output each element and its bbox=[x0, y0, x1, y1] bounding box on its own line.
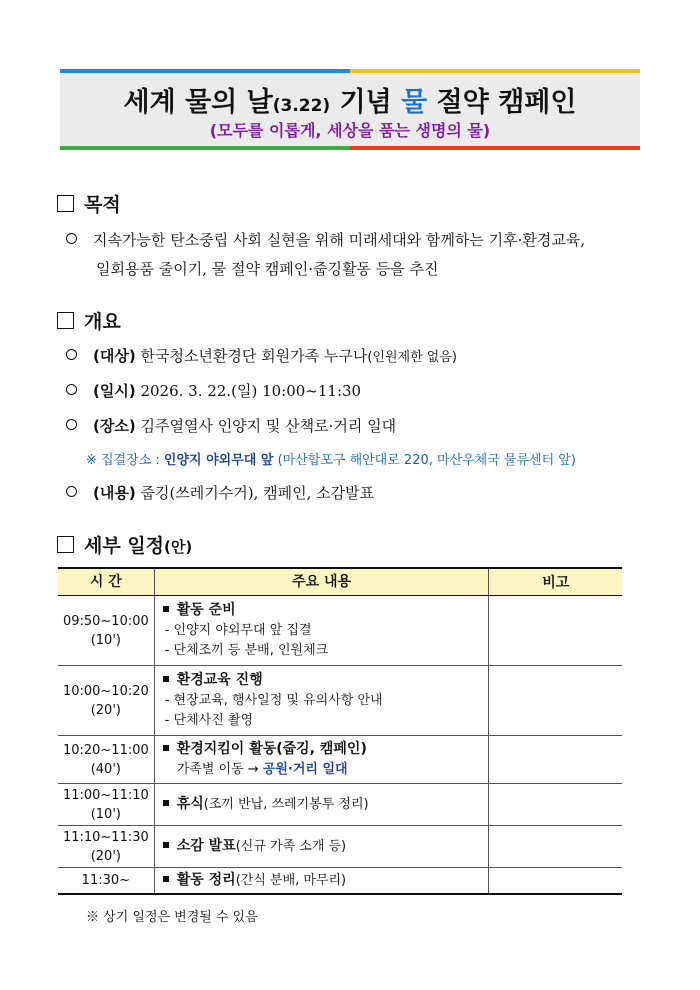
title-part-1: 세계 물의 날 bbox=[123, 87, 273, 118]
overview-item-date bbox=[66, 380, 361, 401]
note-detail: (마산합포구 해안대로 220, 마산우체국 물류센터 앞) bbox=[273, 453, 576, 468]
time-cell bbox=[58, 826, 154, 868]
column-header-note: 비고 bbox=[489, 568, 622, 596]
activity-title: 환경교육 진행 bbox=[176, 672, 263, 688]
section-heading-overview bbox=[57, 307, 121, 334]
content-cell bbox=[154, 868, 489, 894]
table-row bbox=[58, 784, 622, 826]
activity-place: 공원·거리 일대 bbox=[262, 762, 348, 777]
item-label: (대상) bbox=[93, 347, 136, 365]
purpose-line-2: 일회용품 줄이기, 물 절약 캠페인·줍깅활동 등을 추진 bbox=[96, 260, 439, 278]
content-cell bbox=[154, 736, 489, 784]
item-text: 한국청소년환경단 회원가족 누구나 bbox=[135, 347, 368, 365]
activity-detail: - 현장교육, 행사일정 및 유의사항 안내 bbox=[164, 693, 383, 708]
square-bullet-icon bbox=[163, 800, 169, 806]
time-range: 11:30~ bbox=[81, 872, 131, 888]
note-prefix: ※ 집결장소 : bbox=[86, 453, 164, 468]
time-range: 11:00~11:10 bbox=[62, 787, 149, 803]
circle-bullet-icon bbox=[66, 486, 77, 497]
title-border-yellow bbox=[350, 69, 640, 73]
note-cell bbox=[489, 784, 622, 826]
section-heading-text: 개요 bbox=[84, 311, 121, 333]
section-heading-text: 목적 bbox=[84, 194, 121, 216]
content-cell bbox=[154, 666, 489, 736]
checkbox-square-icon bbox=[57, 536, 74, 553]
circle-bullet-icon bbox=[66, 233, 77, 244]
item-label: (일시) bbox=[93, 382, 136, 400]
column-header-time: 시 간 bbox=[58, 568, 154, 596]
section-heading-suffix: (안) bbox=[164, 538, 193, 556]
title-border-red bbox=[350, 146, 640, 150]
activity-title: 소감 발표 bbox=[176, 838, 236, 854]
square-bullet-icon bbox=[163, 745, 169, 751]
duration: (20') bbox=[90, 848, 121, 864]
time-cell bbox=[58, 868, 154, 894]
item-text: 줍깅(쓰레기수거), 캠페인, 소감발표 bbox=[135, 484, 375, 502]
section-heading-schedule bbox=[57, 531, 192, 558]
table-row bbox=[58, 666, 622, 736]
schedule-table bbox=[58, 567, 622, 895]
table-header-row bbox=[58, 568, 622, 596]
note-cell bbox=[489, 736, 622, 784]
time-range: 10:20~11:00 bbox=[62, 742, 149, 758]
activity-title: 활동 준비 bbox=[176, 602, 236, 618]
schedule-footnote: ※ 상기 일정은 변경될 수 있음 bbox=[86, 910, 258, 925]
activity-detail: 가족별 이동 → bbox=[176, 762, 263, 777]
duration: (20') bbox=[90, 702, 121, 718]
table-row bbox=[58, 596, 622, 666]
title-part-2: 기념 bbox=[330, 87, 402, 118]
item-text: 김주열열사 인양지 및 산책로·거리 일대 bbox=[135, 417, 397, 435]
duration: (10') bbox=[90, 632, 121, 648]
circle-bullet-icon bbox=[66, 384, 77, 395]
content-cell bbox=[154, 596, 489, 666]
table-row bbox=[58, 826, 622, 868]
overview-item-place bbox=[66, 415, 396, 436]
square-bullet-icon bbox=[163, 676, 169, 682]
time-cell bbox=[58, 666, 154, 736]
table-row bbox=[58, 868, 622, 894]
duration: (40') bbox=[90, 761, 121, 777]
overview-item-content bbox=[66, 482, 374, 503]
title-part-3: 절약 캠페인 bbox=[427, 87, 577, 118]
item-label: (장소) bbox=[93, 417, 136, 435]
content-cell bbox=[154, 784, 489, 826]
section-heading-purpose bbox=[57, 190, 121, 217]
note-cell bbox=[489, 826, 622, 868]
title-date: (3.22) bbox=[272, 96, 331, 116]
note-cell bbox=[489, 666, 622, 736]
checkbox-square-icon bbox=[57, 312, 74, 329]
square-bullet-icon bbox=[163, 876, 169, 882]
time-range: 10:00~10:20 bbox=[62, 683, 149, 699]
meeting-place-note bbox=[86, 449, 576, 468]
activity-title: 휴식 bbox=[176, 796, 204, 812]
time-range: 09:50~10:00 bbox=[62, 613, 149, 629]
page-title bbox=[60, 80, 640, 119]
activity-detail: - 단체사진 촬영 bbox=[164, 713, 254, 728]
overview-item-target bbox=[66, 345, 457, 366]
time-cell bbox=[58, 596, 154, 666]
note-cell bbox=[489, 596, 622, 666]
activity-title: 환경지킴이 활동(줍깅, 캠페인) bbox=[176, 741, 367, 757]
item-text: 2026. 3. 22.(일) 10:00~11:30 bbox=[135, 382, 362, 400]
note-place: 인양지 야외무대 앞 bbox=[163, 453, 274, 468]
square-bullet-icon bbox=[163, 842, 169, 848]
content-cell bbox=[154, 826, 489, 868]
duration: (10') bbox=[90, 806, 121, 822]
activity-detail: - 단체조끼 등 분배, 인원체크 bbox=[164, 643, 329, 658]
time-cell bbox=[58, 784, 154, 826]
square-bullet-icon bbox=[163, 606, 169, 612]
circle-bullet-icon bbox=[66, 349, 77, 360]
time-cell bbox=[58, 736, 154, 784]
activity-detail: (신규 가족 소개 등) bbox=[235, 839, 347, 854]
circle-bullet-icon bbox=[66, 419, 77, 430]
table-row bbox=[58, 736, 622, 784]
time-range: 11:10~11:30 bbox=[62, 829, 149, 845]
activity-detail: (간식 분배, 마무리) bbox=[235, 872, 347, 888]
title-accent: 물 bbox=[401, 87, 428, 118]
item-note: (인원제한 없음) bbox=[367, 350, 457, 365]
purpose-item bbox=[66, 229, 585, 250]
page-subtitle: (모두를 이롭게, 세상을 품는 생명의 물) bbox=[209, 121, 491, 140]
checkbox-square-icon bbox=[57, 195, 74, 212]
purpose-line-1: 지속가능한 탄소중립 사회 실현을 위해 미래세대와 함께하는 기후·환경교육, bbox=[93, 231, 586, 249]
note-cell bbox=[489, 868, 622, 894]
title-border-green bbox=[60, 146, 350, 150]
activity-title: 활동 정리 bbox=[176, 871, 236, 888]
item-label: (내용) bbox=[93, 484, 136, 502]
section-heading-text: 세부 일정 bbox=[84, 535, 165, 557]
activity-detail: - 인양지 야외무대 앞 집결 bbox=[164, 623, 312, 638]
activity-detail: (조끼 반납, 쓰레기봉투 정리) bbox=[203, 797, 369, 812]
column-header-content: 주요 내용 bbox=[154, 568, 489, 596]
title-border-blue bbox=[60, 69, 350, 73]
